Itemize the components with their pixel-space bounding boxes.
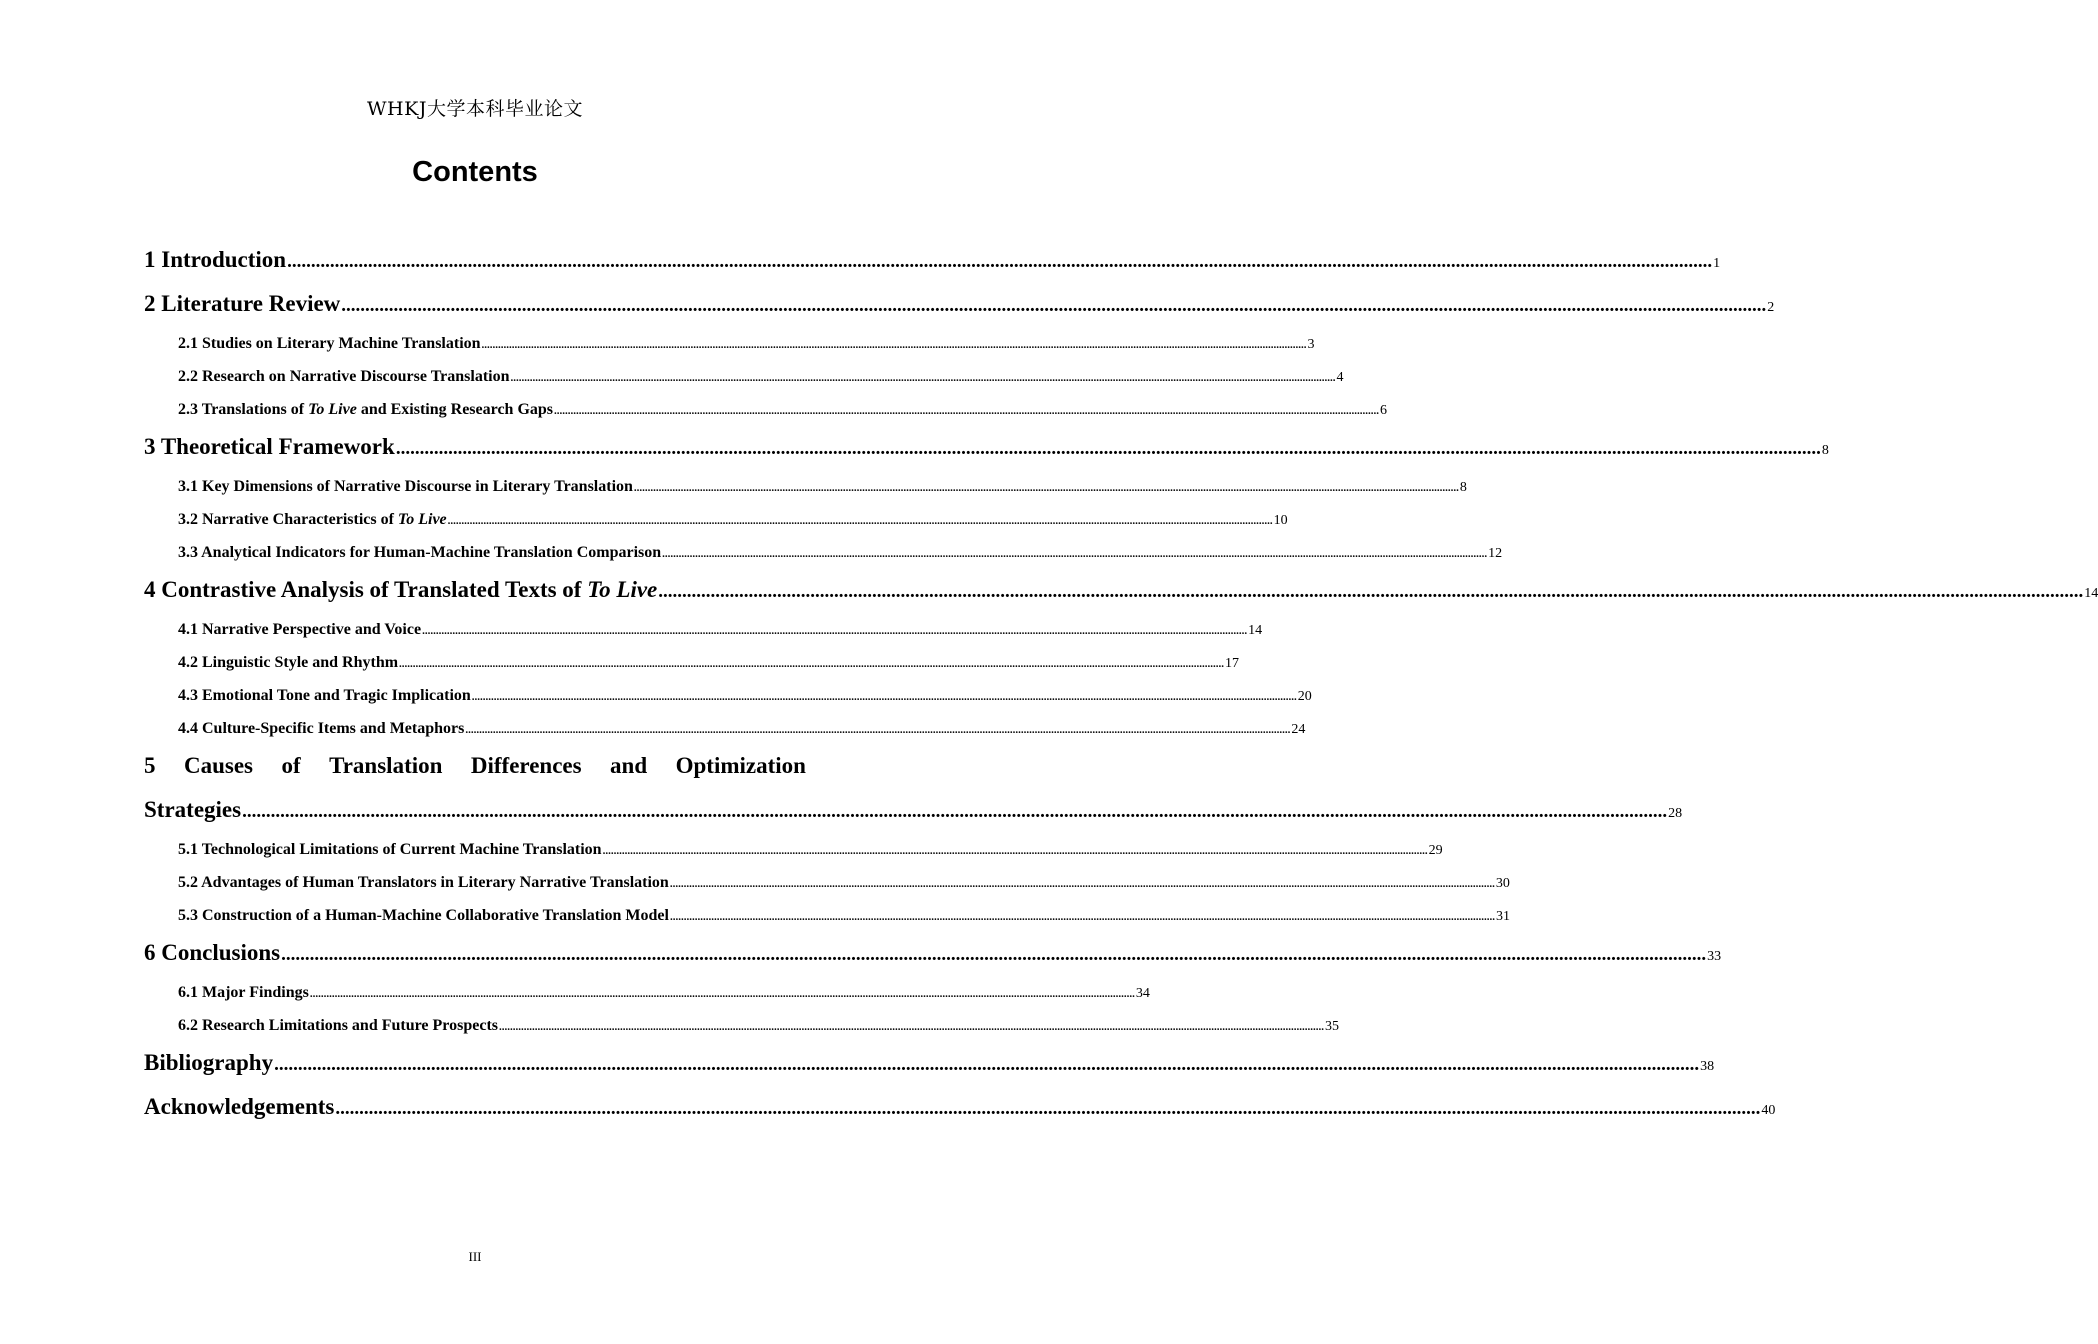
toc-entry-introduction[interactable]: [144, 247, 1721, 273]
toc-word: Causes: [183, 753, 253, 778]
toc-entry-2-1[interactable]: [178, 335, 1315, 353]
toc-entry-page: 8: [1821, 443, 1829, 458]
toc-entry-page: 35: [1325, 1019, 1339, 1034]
toc-dot-leader: ............................................................................................................................................................................................................................................................................................................: [335, 1098, 1761, 1119]
toc-entry-label: 3 Theoretical Framework: [144, 434, 395, 459]
toc-dot-leader: ............................................................................................................................................................................................................................................................................................................: [447, 515, 1273, 527]
toc-entry-literature-review[interactable]: [144, 291, 1775, 317]
toc-dot-leader: ............................................................................................................................................................................................................................................................................................................: [510, 372, 1336, 384]
page-header: WHKJ大学本科毕业论文: [367, 98, 583, 120]
toc-entry-page: 20: [1297, 689, 1312, 704]
toc-entry-4-2[interactable]: [178, 654, 1240, 672]
toc-entry-page: 14: [2084, 586, 2098, 601]
toc-entry-label: 5.3 Construction of a Human-Machine Collaborative Translation Model: [178, 907, 669, 924]
page-title: Contents: [412, 156, 538, 188]
toc-entry-page: 17: [1225, 656, 1240, 671]
toc-word: 5: [144, 753, 156, 778]
toc-entry-5-3[interactable]: [178, 907, 1510, 925]
toc-entry-label: 2.1 Studies on Literary Machine Translation: [178, 335, 481, 352]
toc-entry-4-3[interactable]: [178, 687, 1312, 705]
toc-entry-page: 10: [1273, 513, 1288, 528]
toc-dot-leader: ............................................................................................................................................................................................................................................................................................................: [554, 405, 1380, 417]
toc-entry-label: 2.3 Translations of To Live and Existing Research Gaps: [178, 401, 554, 418]
toc-entry-page: 8: [1459, 480, 1467, 495]
toc-entry-page: 3: [1307, 337, 1315, 352]
toc-dot-leader: ............................................................................................................................................................................................................................................................................................................: [422, 625, 1248, 637]
toc-entry-label: 6.2 Research Limitations and Future Prospects: [178, 1017, 498, 1034]
toc-entry-page: 2: [1767, 300, 1775, 315]
toc-dot-leader: ............................................................................................................................................................................................................................................................................................................: [242, 801, 1668, 822]
toc-dot-leader: ............................................................................................................................................................................................................................................................................................................: [395, 438, 1821, 459]
toc-entry-3-3[interactable]: [178, 544, 1503, 562]
toc-entry-page: 24: [1291, 722, 1306, 737]
toc-entry-causes-line1[interactable]: [144, 753, 806, 779]
toc-entry-label: 4 Contrastive Analysis of Translated Texts of To Live: [144, 577, 658, 602]
toc-entry-label: 4.2 Linguistic Style and Rhythm: [178, 654, 399, 671]
toc-entry-2-3[interactable]: [178, 401, 1388, 419]
toc-entry-label: 3.3 Analytical Indicators for Human-Machine Translation Comparison: [178, 544, 662, 561]
toc-entry-page: 12: [1488, 546, 1503, 561]
toc-dot-leader: ............................................................................................................................................................................................................................................................................................................: [399, 658, 1225, 670]
toc-entry-theoretical-framework[interactable]: [144, 434, 1829, 460]
toc-entry-label: 2 Literature Review: [144, 291, 341, 316]
toc-dot-leader: ............................................................................................................................................................................................................................................................................................................: [481, 339, 1307, 351]
toc-entry-6-2[interactable]: [178, 1017, 1339, 1035]
toc-entry-conclusions[interactable]: [144, 940, 1722, 966]
toc-entry-5-2[interactable]: [178, 874, 1510, 892]
toc-entry-page: 30: [1495, 876, 1510, 891]
toc-dot-leader: ............................................................................................................................................................................................................................................................................................................: [669, 878, 1495, 890]
toc-entry-5-1[interactable]: [178, 841, 1443, 859]
toc-entry-label: Acknowledgements: [144, 1094, 335, 1119]
toc-dot-leader: ............................................................................................................................................................................................................................................................................................................: [341, 295, 1767, 316]
page-number: III: [468, 1249, 482, 1264]
toc-entry-label: Strategies: [144, 797, 242, 822]
toc-entry-acknowledgements[interactable]: [144, 1094, 1776, 1120]
toc-entry-page: 34: [1135, 986, 1150, 1001]
toc-entry-page: 6: [1380, 403, 1388, 418]
toc-entry-4-1[interactable]: [178, 621, 1263, 639]
toc-entry-4-4[interactable]: [178, 720, 1306, 738]
toc-entry-label: 6.1 Major Findings: [178, 984, 309, 1001]
toc-entry-label: Bibliography: [144, 1050, 274, 1075]
toc-entry-label: 6 Conclusions: [144, 940, 281, 965]
toc-entry-page: 33: [1707, 949, 1722, 964]
toc-dot-leader: ............................................................................................................................................................................................................................................................................................................: [669, 911, 1495, 923]
toc-dot-leader: ............................................................................................................................................................................................................................................................................................................: [274, 1054, 1700, 1075]
toc-entry-label: 4.1 Narrative Perspective and Voice: [178, 621, 422, 638]
toc-entry-page: 1: [1713, 256, 1721, 271]
toc-word: of: [281, 753, 301, 778]
toc-entry-3-2[interactable]: [178, 511, 1288, 529]
toc-dot-leader: ............................................................................................................................................................................................................................................................................................................: [309, 988, 1135, 1000]
toc-entry-page: 14: [1248, 623, 1263, 638]
toc-entry-page: 28: [1668, 806, 1683, 821]
toc-entry-2-2[interactable]: [178, 368, 1344, 386]
toc-entry-label: 4.3 Emotional Tone and Tragic Implication: [178, 687, 471, 704]
toc-entry-label: 5.1 Technological Limitations of Current Machine Translation: [178, 841, 602, 858]
toc-word: Translation: [329, 753, 443, 778]
toc-entry-page: 38: [1700, 1059, 1715, 1074]
toc-dot-leader: ............................................................................................................................................................................................................................................................................................................: [602, 845, 1428, 857]
toc-entry-3-1[interactable]: [178, 478, 1467, 496]
toc-entry-label: 3.1 Key Dimensions of Narrative Discourse in Literary Translation: [178, 478, 633, 495]
toc-dot-leader: ............................................................................................................................................................................................................................................................................................................: [471, 691, 1297, 703]
toc-dot-leader: ............................................................................................................................................................................................................................................................................................................: [658, 581, 2084, 602]
toc-entry-label: 4.4 Culture-Specific Items and Metaphors: [178, 720, 465, 737]
toc-entry-contrastive-analysis[interactable]: [144, 577, 2098, 603]
toc-entry-page: 31: [1495, 909, 1510, 924]
toc-entry-6-1[interactable]: [178, 984, 1150, 1002]
toc-entry-label: 5.2 Advantages of Human Translators in Literary Narrative Translation: [178, 874, 669, 891]
toc-dot-leader: ............................................................................................................................................................................................................................................................................................................: [499, 1021, 1324, 1033]
toc-entry-label: 2.2 Research on Narrative Discourse Translation: [178, 368, 510, 385]
toc-word: Differences: [470, 753, 582, 778]
toc-entry-page: 4: [1336, 370, 1344, 385]
toc-dot-leader: ............................................................................................................................................................................................................................................................................................................: [662, 548, 1488, 560]
toc-entry-label: 1 Introduction: [144, 247, 287, 272]
toc-dot-leader: ............................................................................................................................................................................................................................................................................................................: [633, 482, 1459, 494]
toc-entry-page: 29: [1428, 843, 1443, 858]
toc-entry-bibliography[interactable]: [144, 1050, 1715, 1076]
toc-word: Optimization: [675, 753, 806, 778]
toc-dot-leader: ............................................................................................................................................................................................................................................................................................................: [465, 724, 1291, 736]
toc-dot-leader: ............................................................................................................................................................................................................................................................................................................: [281, 944, 1707, 965]
toc-word: and: [610, 753, 648, 778]
toc-entry-page: 40: [1761, 1103, 1776, 1118]
toc-dot-leader: ............................................................................................................................................................................................................................................................................................................: [287, 251, 1713, 272]
toc-entry-causes-line2[interactable]: [144, 797, 1683, 823]
toc-entry-label: 3.2 Narrative Characteristics of To Live: [178, 511, 447, 528]
